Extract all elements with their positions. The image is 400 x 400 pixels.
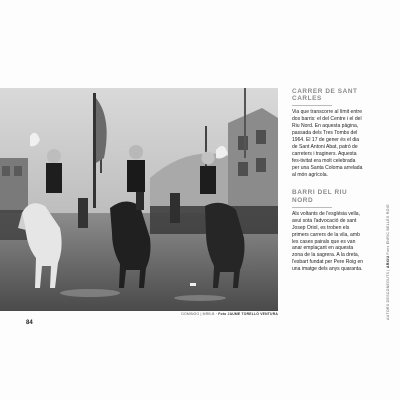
running-header-bold: ARXIU [386,255,390,269]
title-divider [292,207,332,208]
photo-credit: · Foto JAUME TORELLÓ VENTURA [215,312,278,316]
caption-code: DOMINGO | MRB-B [181,312,215,316]
archival-photo [0,88,278,311]
text-column [292,88,364,273]
running-header-text [386,204,390,320]
running-header-prefix: AUTORS DESCONEGUTS | [386,269,390,320]
section-body-barri-riu-nord: Als voltants de l'església vella, avui sota l'advocació de sant Josep Oriol, es troben els primers carrers de la vila, amb les cases pairals que es van anar emplaçant en aquesta zona de la sagrera. A la dreta, l'esbart fundat per Pere Roig en una imatge dels anys quaranta. [292,210,364,273]
title-divider [292,105,332,106]
section-title-carrer-sant-carles: CARRER DE SANT CARLES [292,88,358,103]
section-title-barri-riu-nord: BARRI DEL RIU NORD [292,189,348,204]
running-header-suffix: Fons ENRIC BELLÉS ROIG [386,204,390,255]
photo-procession-horses [0,88,278,311]
running-header-vertical [381,204,391,320]
section-body-carrer-sant-carles: Via que transcorre al límit entre dos barris: el del Centre i el del Riu Nord. En aquesta pàgina, passada dels Tres Tombs del 1964. El 17 de gener és el dia de Sant Antoni Abat, patró de carreters i traginers. Aquesta fes-tivitat era molt celebrada per una Santa Coloma arrelada al món agrícola. [292,109,363,178]
photo-caption [150,312,278,316]
page-number: 84 [26,320,33,326]
